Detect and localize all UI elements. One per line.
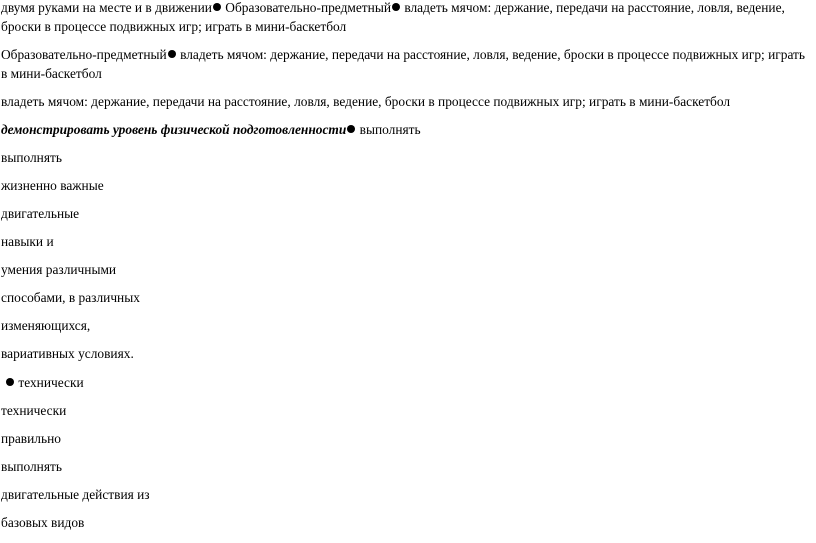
paragraph-1-text-a: двумя руками на месте и в движении [1, 0, 212, 15]
paragraph-4-rest: выполнять [356, 122, 421, 137]
text-line: технически [1, 403, 67, 418]
paragraph-3 [1, 92, 814, 111]
text-line: изменяющихся, [1, 318, 91, 333]
text-line: вариативных условиях. [1, 346, 134, 361]
bullet-icon [6, 378, 14, 386]
paragraph-1 [1, 0, 814, 36]
bullet-item [5, 373, 814, 392]
paragraph-3-text: владеть мячом: держание, передачи на расстояние, ловля, ведение, броски в процессе подвижных игр; играть в мини-баскетбол [1, 94, 731, 109]
paragraph-2 [1, 45, 814, 83]
text-line: правильно [1, 431, 61, 446]
text-line: умения различными [1, 262, 117, 277]
text-line: двигательные действия из [1, 487, 150, 502]
text-line: выполнять [1, 459, 62, 474]
paragraph-1-text-b: Образовательно-предметный [221, 0, 391, 15]
bullet-icon [213, 3, 221, 11]
paragraph-1-text-c: владеть мячом: держание, передачи на расстояние, ловля, ведение, броски в процессе подвижных игр; играть в мини-баскетбол [1, 0, 785, 34]
bullet-icon [347, 125, 355, 133]
text-line: базовых видов [1, 515, 85, 530]
paragraph-2-text-a: Образовательно-предметный [1, 47, 167, 62]
text-line: способами, в различных [1, 290, 140, 305]
paragraph-2-text-b: владеть мячом: держание, передачи на расстояние, ловля, ведение, броски в процессе подвижных игр; играть в мини-баскетбол [1, 47, 806, 81]
paragraph-4-emphasis: демонстрировать уровень физической подготовленности [1, 122, 347, 137]
bullet-icon [392, 3, 400, 11]
text-line: выполнять [1, 150, 62, 165]
text-line: двигательные [1, 206, 80, 221]
paragraph-4 [1, 120, 814, 139]
text-line: жизненно важные [1, 178, 104, 193]
bullet-icon [168, 50, 176, 58]
bullet-item-text: технически [15, 375, 84, 390]
text-line: навыки и [1, 234, 54, 249]
